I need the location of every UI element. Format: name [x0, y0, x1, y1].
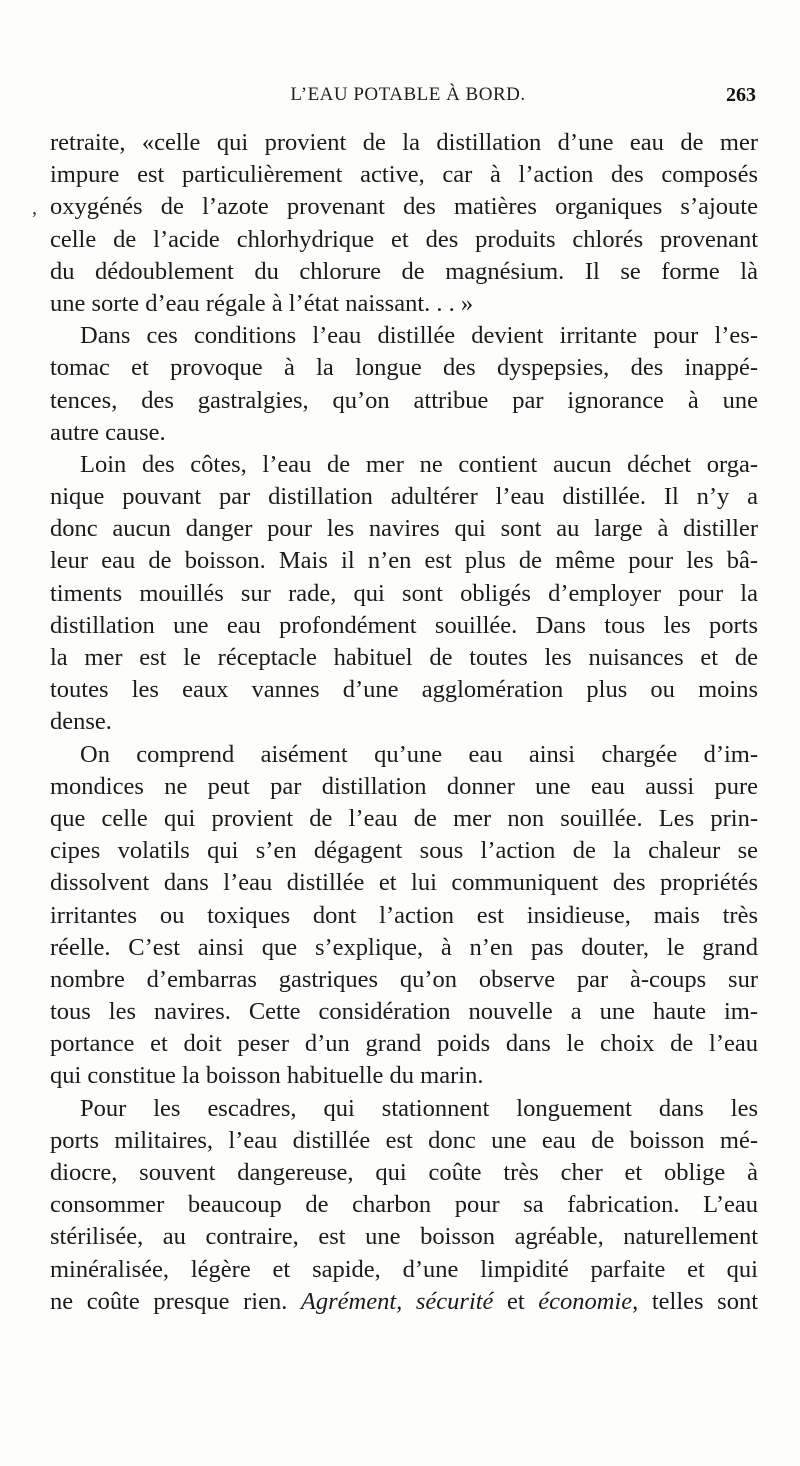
text-line: toutes les eaux vannes d’une agglomération plus ou moins	[50, 676, 758, 704]
page-header	[60, 84, 756, 118]
text-line: tences, des gastralgies, qu’on attribue par ignorance à une	[50, 386, 758, 414]
margin-mark: ,	[32, 197, 37, 219]
text-line: diocre, souvent dangereuse, qui coûte très cher et oblige à	[50, 1159, 758, 1186]
text-line: autre cause.	[50, 418, 166, 446]
text-line: tous les navires. Cette considération nouvelle a une haute im-	[50, 998, 758, 1026]
text-line: dense.	[50, 708, 112, 736]
text-line: Dans ces conditions l’eau distillée devient irritante pour l’es-	[80, 322, 758, 350]
paragraph	[50, 1093, 758, 1318]
text-line: oxygénés de l’azote provenant des matières organiques s’ajoute	[50, 193, 758, 221]
text-run: , telles sont	[632, 1287, 758, 1315]
text-line: On comprend aisément qu’une eau ainsi chargée d’im-	[80, 740, 758, 768]
text-line: minéralisée, légère et sapide, d’une limpidité parfaite et qui	[50, 1255, 758, 1283]
paragraph	[50, 320, 758, 449]
page-number: 263	[726, 84, 756, 106]
italic-run: Agrément, sécurité	[300, 1287, 494, 1315]
paragraph	[50, 127, 758, 320]
paragraph	[50, 449, 758, 739]
text-line: timents mouillés sur rade, qui sont obligés d’employer pour la	[50, 579, 758, 607]
text-line: impure est particulièrement active, car à l’action des composés	[50, 161, 758, 189]
text-line: celle de l’acide chlorhydrique et des produits chlorés provenant	[50, 225, 758, 253]
text-line-mixed	[50, 1286, 758, 1318]
italic-run: économie	[538, 1287, 633, 1315]
running-title: L’EAU POTABLE À BORD.	[290, 84, 526, 105]
text-line: consommer beaucoup de charbon pour sa fabrication. L’eau	[50, 1191, 758, 1219]
text-line: une sorte d’eau régale à l’état naissant. . . »	[50, 289, 474, 317]
text-run: ne coûte presque rien.	[50, 1287, 301, 1315]
text-line: Pour les escadres, qui stationnent longuement dans les	[80, 1094, 758, 1122]
text-line: mondices ne peut par distillation donner une eau aussi pure	[50, 772, 758, 800]
text-line: nombre d’embarras gastriques qu’on observe par à-coups sur	[50, 965, 758, 993]
text-line: distillation une eau profondément souillée. Dans tous les ports	[50, 611, 758, 639]
text-line: cipes volatils qui s’en dégagent sous l’action de la chaleur se	[50, 837, 758, 865]
text-line: réelle. C’est ainsi que s’explique, à n’en pas douter, le grand	[50, 933, 758, 961]
paragraph	[50, 739, 758, 1093]
text-line: tomac et provoque à la longue des dyspepsies, des inappé-	[50, 354, 758, 382]
text-line: que celle qui provient de l’eau de mer non souillée. Les prin-	[50, 804, 758, 832]
text-line: ports militaires, l’eau distillée est donc une eau de boisson mé-	[50, 1126, 758, 1154]
text-line: stérilisée, au contraire, est une boisson agréable, naturellement	[50, 1223, 758, 1251]
body-text	[50, 127, 758, 1318]
text-line: nique pouvant par distillation adultérer l’eau distillée. Il n’y a	[50, 483, 758, 511]
text-line: dissolvent dans l’eau distillée et lui communiquent des propriétés	[50, 869, 758, 897]
text-line: Loin des côtes, l’eau de mer ne contient aucun déchet orga-	[80, 450, 758, 478]
text-line: donc aucun danger pour les navires qui sont au large à distiller	[50, 515, 758, 543]
text-line: irritantes ou toxiques dont l’action est insidieuse, mais très	[50, 901, 758, 929]
text-line: du dédoublement du chlorure de magnésium. Il se forme là	[50, 257, 758, 285]
text-line: portance et doit peser d’un grand poids dans le choix de l’eau	[50, 1030, 758, 1058]
text-line: la mer est le réceptacle habituel de toutes les nuisances et de	[50, 644, 758, 671]
text-line: retraite, «celle qui provient de la distillation d’une eau de mer	[50, 129, 758, 156]
text-line: qui constitue la boisson habituelle du marin.	[50, 1062, 484, 1090]
text-line: leur eau de boisson. Mais il n’en est plus de même pour les bâ-	[50, 547, 758, 575]
text-run: et	[493, 1287, 539, 1315]
